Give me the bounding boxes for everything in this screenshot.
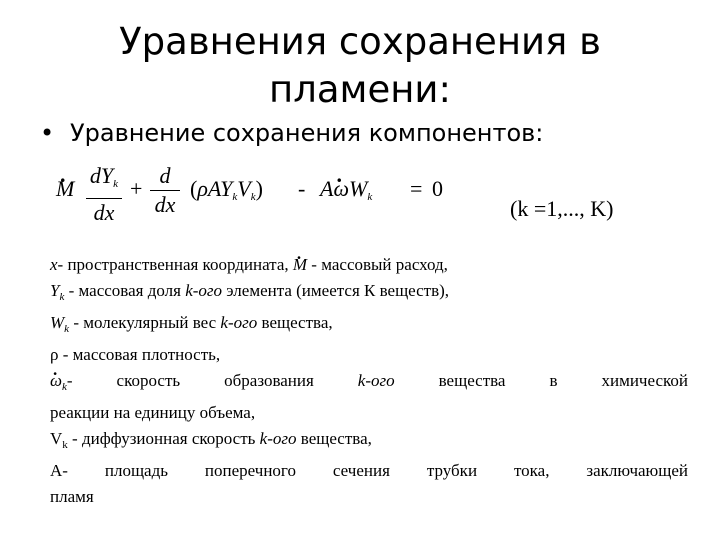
def-A: А- площадь поперечного сечения трубки тока, заключающей (50, 461, 688, 480)
def-Vk: $V_k$ - диффузионная скорость k-ого вещества, (50, 429, 372, 451)
symbol-definitions (50, 252, 688, 510)
eq-fraction-1-numerator: $dY_k$ (89, 163, 119, 190)
bullet-icon: • (40, 119, 55, 147)
def-rho: ρ - массовая плотность, (50, 345, 221, 364)
fraction-bar (150, 190, 180, 191)
eq-source-term: A. $\omega W_k$ (320, 176, 372, 203)
def-omega-cont: реакции на единицу объема, (50, 403, 256, 422)
def-A-cont: пламя (50, 487, 94, 506)
eq-flux-term: $(\rho AY_kV_k)$ (190, 176, 263, 203)
bullet-item (40, 118, 543, 148)
def-Wk: $W_k$ - молекулярный вес k-ого вещества, (50, 313, 333, 335)
eq-plus: + (130, 176, 143, 201)
eq-fraction-dYk-dx (86, 164, 122, 225)
eq-equals: = (410, 176, 423, 201)
eq-fraction-2-denominator: dx (154, 192, 176, 217)
bullet-text: Уравнение сохранения компонентов: (70, 119, 544, 147)
def-Yk: $Y_k$ - массовая доля k-ого элемента (имеется К веществ), (50, 281, 450, 303)
def-omega: . $\omega_k-$ скорость образования k-ого вещества в химической (50, 368, 688, 400)
def-x: x- пространственная координата, . M - массовый расход, (50, 252, 688, 278)
eq-index-range: (k =1,..., K) (510, 196, 614, 221)
eq-minus: - (298, 176, 306, 201)
slide-title: Уравнения сохранения в пламени: (119, 20, 601, 111)
eq-fraction-1-denominator: dx (93, 200, 115, 225)
fraction-bar (86, 198, 122, 199)
mass-flow-symbol: . M (293, 255, 307, 274)
eq-mass-flow-symbol: . M (56, 176, 74, 201)
eq-fraction-2-numerator: d (159, 163, 171, 188)
eq-fraction-d-dx (150, 164, 180, 217)
eq-zero: 0 (432, 176, 443, 201)
